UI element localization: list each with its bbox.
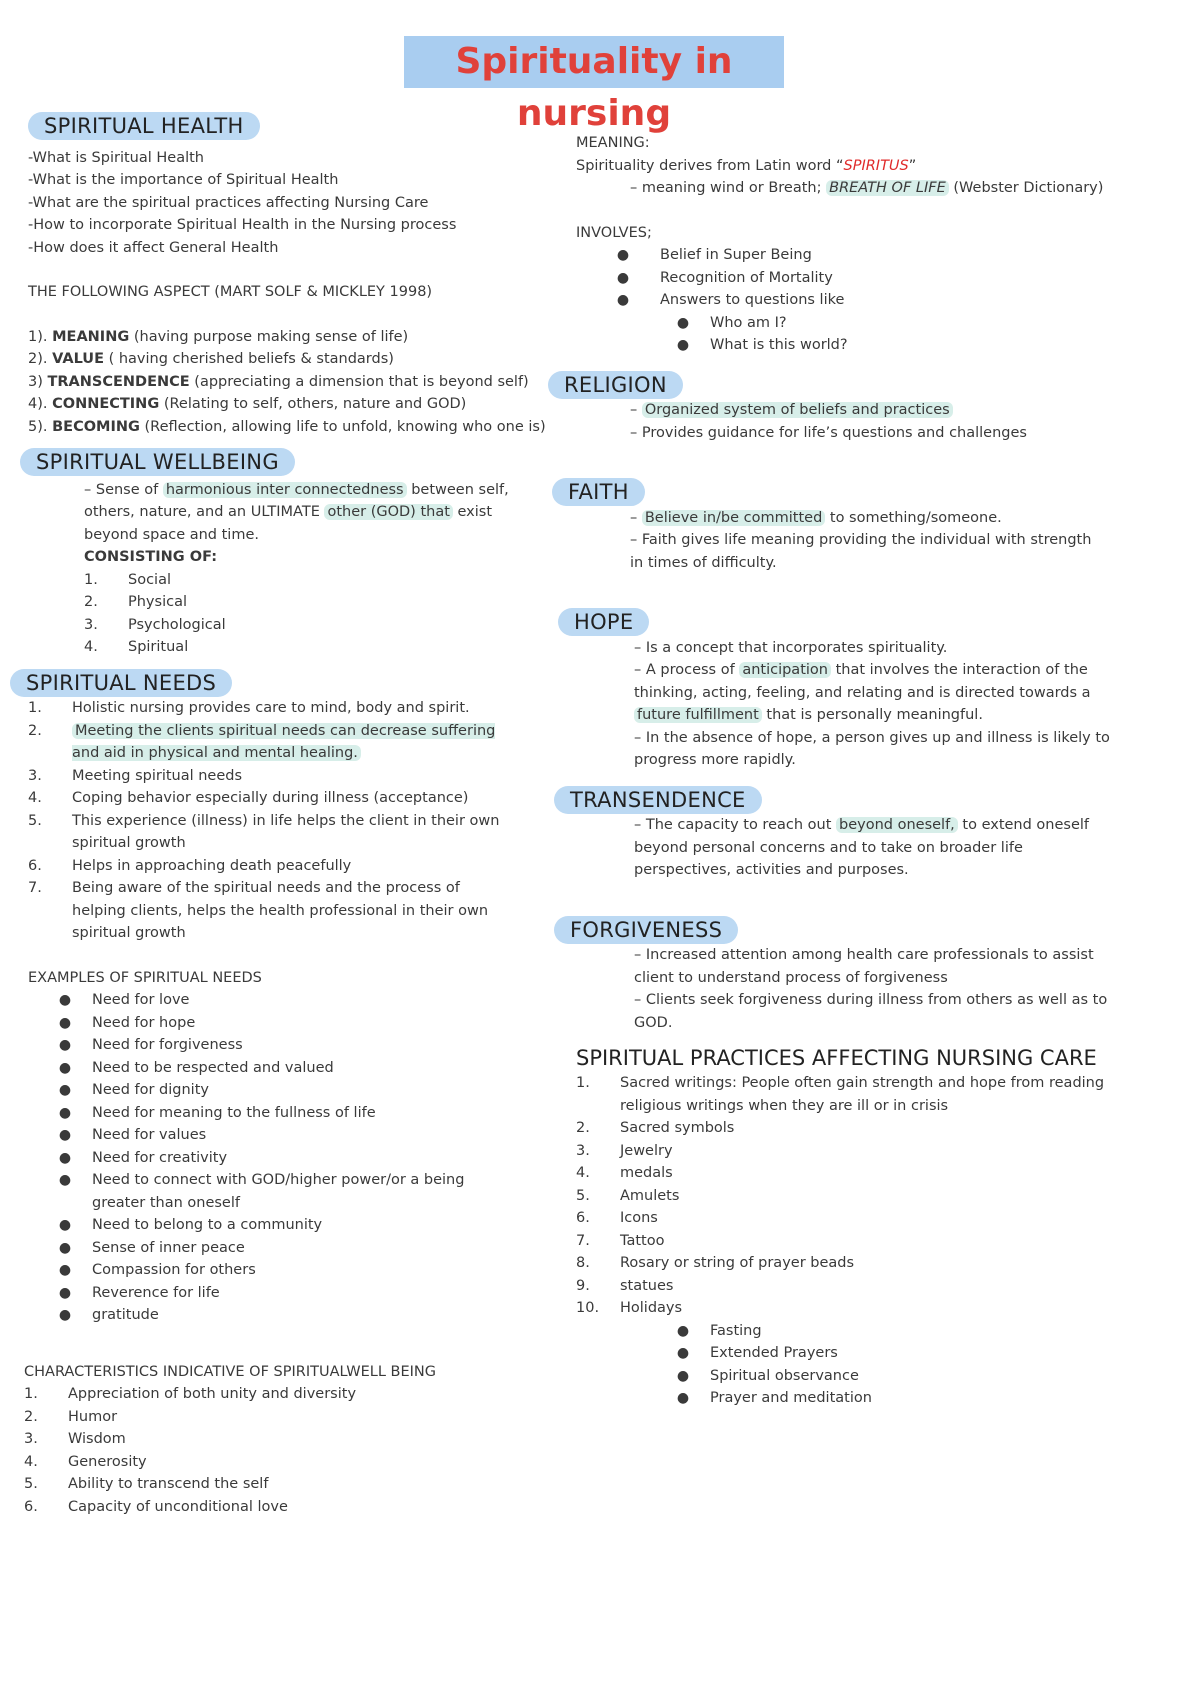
bullet-icon: ● [676, 314, 690, 331]
aspect-item: 3) TRANSCENDENCE (appreciating a dimension that is beyond self) [28, 373, 529, 390]
list-item: 7. Being aware of the spiritual needs and the process of helping clients, helps the health professional in their own spiritual growth [28, 880, 489, 941]
list-item: ● Fasting [656, 1320, 1176, 1343]
heading-spiritual-needs: SPIRITUAL NEEDS [10, 669, 232, 697]
practices-list [576, 1072, 1106, 1320]
list-item: 2. Sacred symbols [576, 1120, 735, 1136]
bullet-icon: ● [58, 1014, 72, 1031]
bullet-icon: ● [58, 1127, 72, 1143]
list-item: 3. Jewelry [576, 1142, 673, 1159]
holidays-list [656, 1320, 1176, 1410]
list-item: 6. Icons [576, 1210, 658, 1226]
list-item: 8. Rosary or string of prayer beads [576, 1255, 855, 1271]
bullet-icon: ● [676, 1390, 690, 1406]
hope-definition: progress more rapidly. [634, 752, 796, 768]
heading-spiritual-wellbeing: SPIRITUAL WELLBEING [20, 448, 295, 476]
heading-religion: RELIGION [548, 371, 683, 399]
forgiveness-definition: GOD. [634, 1014, 673, 1031]
forgiveness-definition: – Clients seek forgiveness during illness from others as well as to [634, 992, 1108, 1008]
transendence-definition: – The capacity to reach out beyond oneself, to extend oneself [634, 817, 1090, 833]
bullet-icon: ● [58, 1082, 72, 1098]
meaning-definition: Spirituality derives from Latin word “SPIRITUS” [576, 157, 917, 174]
list-item: 2. Humor [24, 1408, 118, 1425]
wellbeing-definition: beyond space and time. [84, 526, 259, 543]
list-item: ● Belief in Super Being [586, 244, 1176, 267]
list-item: ● Answers to questions like [586, 289, 1176, 312]
heading-spiritual-health: SPIRITUAL HEALTH [28, 112, 260, 140]
forgiveness-definition: – Increased attention among health care professionals to assist [634, 947, 1094, 963]
list-item: ● Who am I? [656, 312, 1176, 335]
aspect-item: 1). MEANING (having purpose making sense of life) [28, 328, 409, 345]
section-transendence [554, 786, 1176, 882]
aspect-item: 5). BECOMING (Reflection, allowing life to unfold, knowing who one is) [28, 418, 546, 435]
bullet-icon: ● [616, 247, 630, 263]
section-practices [576, 1044, 1176, 1410]
heading-practices: SPIRITUAL PRACTICES AFFECTING NURSING CARE [576, 1046, 1097, 1070]
list-item: ● gratitude [38, 1304, 478, 1327]
section-spiritual-wellbeing [20, 448, 548, 659]
list-item: 1. Sacred writings: People often gain strength and hope from reading religious writings when they are ill or in crisis [576, 1075, 1105, 1114]
bullet-icon: ● [58, 992, 72, 1008]
characteristics-list [24, 1383, 548, 1518]
bullet-icon: ● [676, 1322, 690, 1339]
list-item: 5. Ability to transcend the self [24, 1476, 269, 1492]
consisting-label: CONSISTING OF: [84, 549, 217, 565]
involves-list [586, 244, 1176, 312]
list-item: 5. This experience (illness) in life helps the client in their own spiritual growth [28, 812, 500, 851]
list-item: ● Need for creativity [38, 1147, 478, 1170]
needs-list [28, 697, 508, 945]
list-item: ● Recognition of Mortality [586, 267, 1176, 290]
hope-definition: future fulfillment that is personally meaningful. [634, 704, 1176, 727]
meaning-label: MEANING: [576, 135, 650, 151]
list-item: ● Need for hope [38, 1012, 478, 1035]
list-item: ● Need for meaning to the fullness of life [38, 1102, 478, 1125]
religion-definition: – Provides guidance for life’s questions and challenges [630, 424, 1027, 441]
list-item: 9. statues [576, 1277, 674, 1294]
bullet-icon: ● [58, 1262, 72, 1278]
list-item: 6. Capacity of unconditional love [24, 1498, 288, 1515]
list-item: 2. Meeting the clients spiritual needs can decrease suffering and aid in physical and mental healing. [28, 722, 496, 761]
list-item: 3. Wisdom [24, 1431, 126, 1447]
list-item: ● Compassion for others [38, 1259, 478, 1282]
list-item: 5. Amulets [576, 1187, 680, 1204]
section-meaning [576, 132, 1176, 357]
faith-definition: in times of difficulty. [630, 554, 777, 571]
heading-hope: HOPE [558, 608, 649, 636]
list-item: 1. Social [84, 571, 171, 588]
list-item: ● Need to connect with GOD/higher power/or a being greater than oneself [38, 1169, 478, 1214]
transendence-definition: beyond personal concerns and to take on broader life [634, 839, 1023, 856]
list-item: ● Need to be respected and valued [38, 1057, 478, 1080]
list-item: 6. Helps in approaching death peacefully [28, 857, 352, 874]
examples-list [38, 989, 478, 1327]
bullet-icon: ● [58, 1217, 72, 1233]
faith-definition: – Faith gives life meaning providing the individual with strength [630, 532, 1092, 548]
bullet-icon: ● [676, 337, 690, 353]
list-item: 4. Generosity [24, 1453, 147, 1470]
section-religion [548, 371, 1176, 445]
list-item: ● Reverence for life [38, 1282, 478, 1305]
wellbeing-definition: – Sense of harmonious inter connectedness between self, [84, 481, 509, 498]
bullet-icon: ● [676, 1367, 690, 1384]
faith-definition: – Believe in/be committed to something/someone. [630, 509, 1002, 526]
bullet-icon: ● [58, 1172, 72, 1188]
section-spiritual-health [28, 112, 548, 438]
list-item: ● What is this world? [656, 334, 1176, 357]
list-item: ● Spiritual observance [656, 1365, 1176, 1388]
bullet-icon: ● [58, 1239, 72, 1256]
bullet-icon: ● [58, 1037, 72, 1053]
question-item: -What is Spiritual Health [28, 149, 204, 166]
list-item: 2. Physical [84, 594, 187, 610]
bullet-icon: ● [616, 269, 630, 286]
list-item: 4. medals [576, 1165, 673, 1181]
heading-forgiveness: FORGIVENESS [554, 916, 738, 944]
left-column [24, 112, 548, 1518]
religion-definition: – Organized system of beliefs and practices [630, 399, 1176, 422]
bullet-icon: ● [58, 1284, 72, 1301]
consisting-list [84, 569, 548, 659]
characteristics-heading: CHARACTERISTICS INDICATIVE OF SPIRITUALWELL BEING [24, 1363, 436, 1380]
list-item: ● Sense of inner peace [38, 1237, 478, 1260]
list-item: ● Need for love [38, 989, 478, 1012]
involves-label: INVOLVES; [576, 224, 652, 241]
page-title: Spirituality in nursing [404, 36, 784, 88]
heading-faith: FAITH [552, 478, 645, 506]
question-item: -How to incorporate Spiritual Health in the Nursing process [28, 217, 457, 233]
list-item: 7. Tattoo [576, 1232, 665, 1249]
section-hope [558, 608, 1176, 772]
list-item: ● Extended Prayers [656, 1342, 1176, 1365]
list-item: ● Need for forgiveness [38, 1034, 478, 1057]
questions-list [656, 312, 1176, 357]
bullet-icon: ● [676, 1345, 690, 1361]
bullet-icon: ● [616, 292, 630, 308]
section-faith [552, 478, 1176, 574]
list-item: 1. Holistic nursing provides care to mind, body and spirit. [28, 700, 470, 716]
aspect-item: 2). VALUE ( having cherished beliefs & standards) [28, 351, 394, 367]
bullet-icon: ● [58, 1307, 72, 1323]
section-spiritual-needs [10, 669, 548, 1519]
forgiveness-definition: client to understand process of forgiveness [634, 969, 948, 986]
list-item: ● Need for values [38, 1124, 478, 1147]
list-item: 10. Holidays [576, 1300, 683, 1316]
right-column [564, 132, 1176, 1410]
examples-heading: EXAMPLES OF SPIRITUAL NEEDS [28, 969, 262, 986]
list-item: ● Need to belong to a community [38, 1214, 478, 1237]
bullet-icon: ● [58, 1149, 72, 1166]
list-item: 4. Coping behavior especially during illness (acceptance) [28, 790, 469, 806]
aspect-intro: THE FOLLOWING ASPECT (MART SOLF & MICKLEY 1998) [28, 284, 433, 300]
section-forgiveness [554, 916, 1176, 1035]
hope-definition: – A process of anticipation that involves the interaction of the [634, 662, 1088, 678]
bullet-icon: ● [58, 1059, 72, 1076]
list-item: ● Prayer and meditation [656, 1387, 1176, 1410]
wellbeing-definition: others, nature, and an ULTIMATE other (GOD) that exist [84, 504, 493, 520]
hope-definition: thinking, acting, feeling, and relating and is directed towards a [634, 684, 1091, 701]
list-item: 3. Meeting spiritual needs [28, 767, 243, 784]
question-item: -What are the spiritual practices affecting Nursing Care [28, 194, 429, 211]
bullet-icon: ● [58, 1104, 72, 1121]
list-item: ● Need for dignity [38, 1079, 478, 1102]
question-item: -What is the importance of Spiritual Health [28, 172, 339, 188]
question-item: -How does it affect General Health [28, 239, 279, 256]
transendence-definition: perspectives, activities and purposes. [634, 862, 909, 878]
meaning-definition: – meaning wind or Breath; BREATH OF LIFE (Webster Dictionary) [630, 180, 1104, 196]
heading-transendence: TRANSENDENCE [554, 786, 762, 814]
list-item: 3. Psychological [84, 616, 226, 633]
list-item: 1. Appreciation of both unity and diversity [24, 1386, 357, 1402]
list-item: 4. Spiritual [84, 639, 189, 655]
aspect-item: 4). CONNECTING (Relating to self, others, nature and GOD) [28, 396, 467, 412]
hope-definition: – In the absence of hope, a person gives up and illness is likely to [634, 729, 1110, 746]
hope-definition: – Is a concept that incorporates spirituality. [634, 639, 948, 656]
